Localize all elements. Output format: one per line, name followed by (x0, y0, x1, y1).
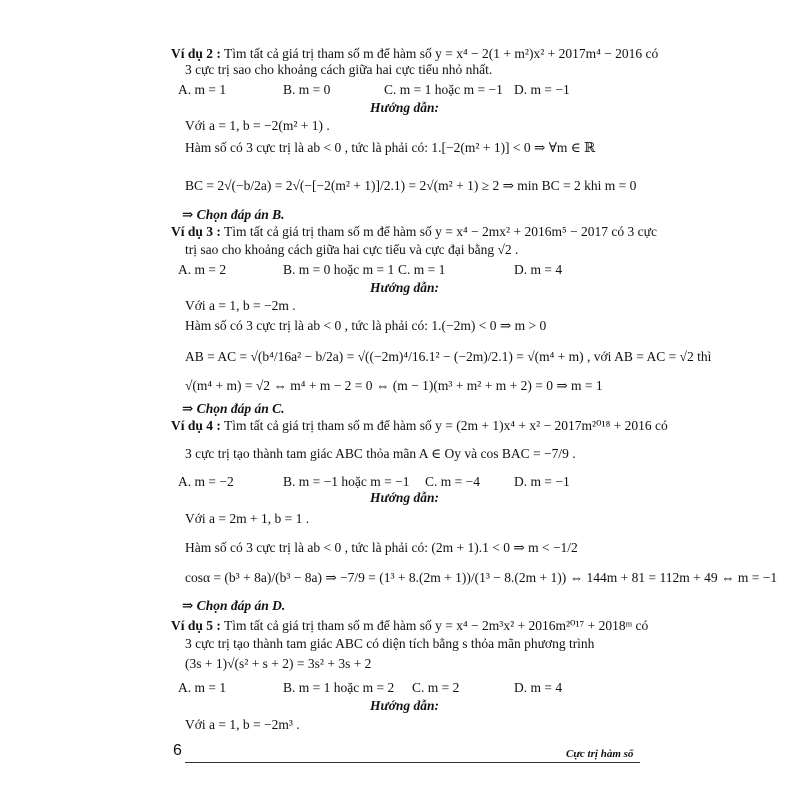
page-number: 6 (173, 742, 182, 759)
example-2-guide-heading: Hướng dẫn: (370, 100, 439, 115)
example-4-question-text: Tìm tất cả giá trị tham số m để hàm số y = (2m + 1)x⁴ + x² − 2017m²⁰¹⁸ + 2016 có (224, 418, 668, 433)
example-3-option-d: D. m = 4 (514, 262, 563, 277)
example-2-option-a: A. m = 1 (178, 82, 227, 97)
example-4-option-a: A. m = −2 (178, 474, 234, 489)
example-3-step-2: Hàm số có 3 cực trị là ab < 0 , tức là phải có: 1.(−2m) < 0 ⇒ m > 0 (185, 318, 547, 333)
example-2-label: Ví dụ 2 : (171, 46, 221, 61)
example-3-step-1: Với a = 1, b = −2m . (185, 298, 296, 313)
example-5-option-c: C. m = 2 (412, 680, 460, 695)
example-5-question-line-3: (3s + 1)√(s² + s + 2) = 3s² + 3s + 2 (185, 656, 372, 671)
example-3-option-b: B. m = 0 hoặc m = 1 (283, 262, 395, 277)
example-4-question-line-2: 3 cực trị tạo thành tam giác ABC thỏa mãn A ∈ Oy và cos BAC = −7/9 . (185, 446, 576, 461)
example-3-step-4: √(m⁴ + m) = √2 ⇔ m⁴ + m − 2 = 0 ⇔ (m − 1)(m³ + m² + m + 2) = 0 ⇒ m = 1 (185, 378, 603, 393)
example-5-option-a: A. m = 1 (178, 680, 227, 695)
running-title: Cực trị hàm số (566, 748, 634, 760)
example-4-step-3: cosα = (b³ + 8a)/(b³ − 8a) ⇒ −7/9 = (1³ + 8.(2m + 1))/(1³ − 8.(2m + 1)) ⇔ 144m + 81 = 112m + 49 ⇔ m = −1 (185, 570, 778, 585)
example-3-question-text: Tìm tất cả giá trị tham số m để hàm số y = x⁴ − 2mx² + 2016m⁵ − 2017 có 3 cực (224, 224, 657, 239)
example-5-question-line-1 (171, 618, 648, 634)
example-2-option-b: B. m = 0 (283, 82, 331, 97)
example-3-option-c: C. m = 1 (398, 262, 446, 277)
example-3-label: Ví dụ 3 : (171, 224, 221, 239)
example-2-step-1: Với a = 1, b = −2(m² + 1) . (185, 118, 330, 133)
example-4-option-c: C. m = −4 (425, 474, 480, 489)
example-4-option-b: B. m = −1 hoặc m = −1 (283, 474, 410, 489)
example-2-option-c: C. m = 1 hoặc m = −1 (384, 82, 503, 97)
example-2-question-text: Tìm tất cả giá trị tham số m để hàm số y = x⁴ − 2(1 + m²)x² + 2017m⁴ − 2016 có (224, 46, 659, 61)
example-3-question-line-2: trị sao cho khoảng cách giữa hai cực tiểu và cực đại bằng √2 . (185, 242, 519, 257)
example-2-answer: ⇒ Chọn đáp án B. (182, 207, 285, 222)
example-2-option-d: D. m = −1 (514, 82, 570, 97)
example-5-step-1: Với a = 1, b = −2m³ . (185, 717, 300, 732)
example-2-question-line-1 (171, 46, 658, 62)
example-2-step-3: BC = 2√(−b/2a) = 2√(−[−2(m² + 1)]/2.1) = 2√(m² + 1) ≥ 2 ⇒ min BC = 2 khi m = 0 (185, 178, 637, 193)
example-4-label: Ví dụ 4 : (171, 418, 221, 433)
example-2-step-2: Hàm số có 3 cực trị là ab < 0 , tức là phải có: 1.[−2(m² + 1)] < 0 ⇒ ∀m ∈ ℝ (185, 140, 596, 155)
example-4-answer: ⇒ Chọn đáp án D. (182, 598, 286, 613)
example-3-question-line-1 (171, 224, 657, 240)
example-3-step-3: AB = AC = √(b⁴/16a² − b/2a) = √((−2m)⁴/16.1² − (−2m)/2.1) = √(m⁴ + m) , với AB = AC = √2 thì (185, 349, 712, 364)
example-5-question-line-2: 3 cực trị tạo thành tam giác ABC có diện tích bằng s thỏa mãn phương trình (185, 636, 595, 651)
example-2-question-line-2: 3 cực trị sao cho khoảng cách giữa hai cực tiểu nhỏ nhất. (185, 62, 493, 77)
example-5-label: Ví dụ 5 : (171, 618, 221, 633)
footer-rule (185, 762, 640, 763)
example-5-option-b: B. m = 1 hoặc m = 2 (283, 680, 395, 695)
example-4-question-line-1 (171, 418, 668, 434)
example-5-option-d: D. m = 4 (514, 680, 563, 695)
example-5-question-text: Tìm tất cả giá trị tham số m để hàm số y = x⁴ − 2m³x² + 2016m²⁰¹⁷ + 2018ᵐ có (224, 618, 649, 633)
example-3-guide-heading: Hướng dẫn: (370, 280, 439, 295)
example-4-step-1: Với a = 2m + 1, b = 1 . (185, 511, 310, 526)
example-5-guide-heading: Hướng dẫn: (370, 698, 439, 713)
example-3-answer: ⇒ Chọn đáp án C. (182, 401, 285, 416)
example-3-option-a: A. m = 2 (178, 262, 227, 277)
example-4-guide-heading: Hướng dẫn: (370, 490, 439, 505)
example-4-step-2: Hàm số có 3 cực trị là ab < 0 , tức là phải có: (2m + 1).1 < 0 ⇒ m < −1/2 (185, 540, 578, 555)
example-4-option-d: D. m = −1 (514, 474, 570, 489)
